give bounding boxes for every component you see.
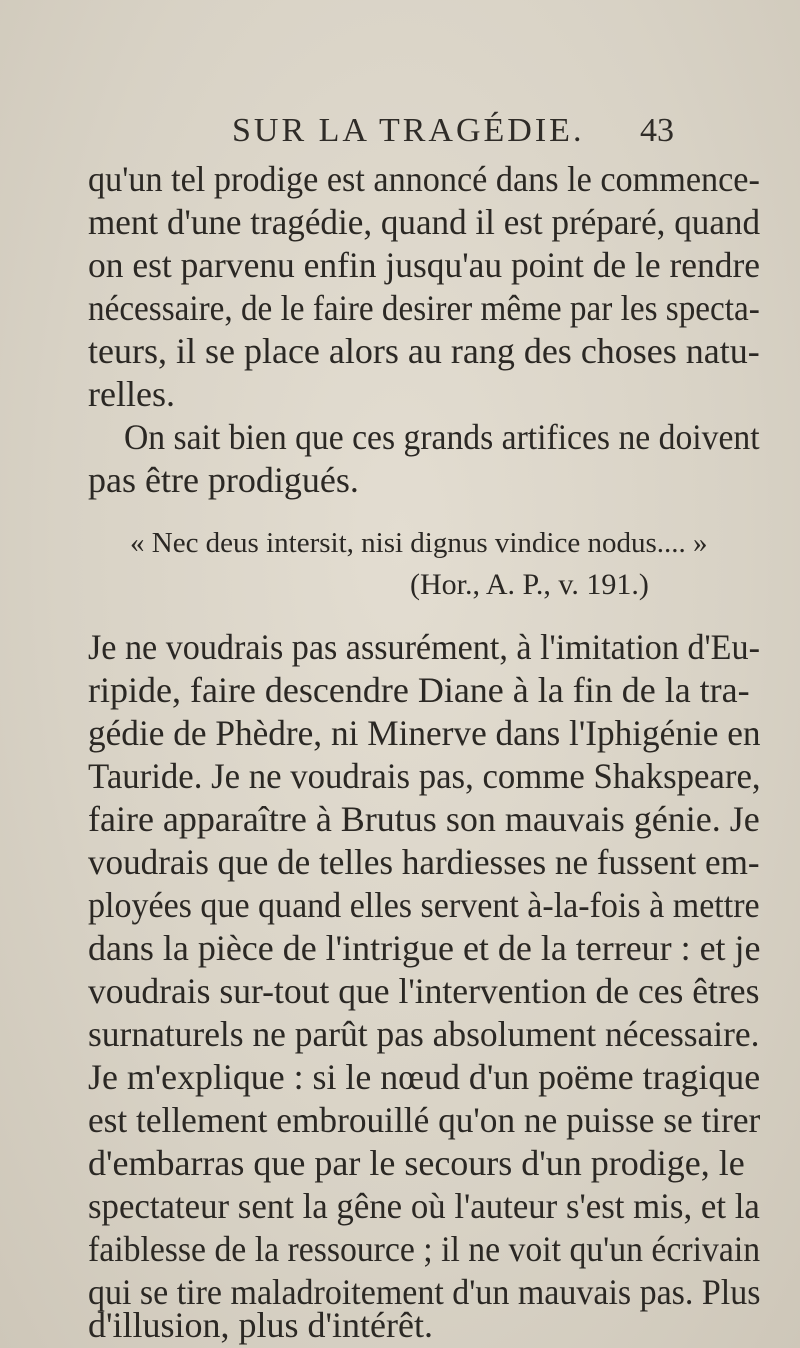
text-line: On sait bien que ces grands artifices ne doivent	[124, 417, 760, 457]
text-line: surnaturels ne parût pas absolument nécessaire.	[88, 1014, 760, 1054]
text-line: ripide, faire descendre Diane à la fin de la tra-	[88, 670, 750, 710]
running-title: SUR LA TRAGÉDIE.	[232, 112, 585, 149]
text-line: qu'un tel prodige est annoncé dans le commence-	[88, 159, 760, 199]
text-line: qui se tire maladroitement d'un mauvais pas. Plus	[88, 1272, 761, 1312]
text-line: ployées que quand elles servent à-la-fois à mettre	[88, 885, 760, 925]
text-line: spectateur sent la gêne où l'auteur s'est mis, et la	[88, 1186, 760, 1226]
text-line: d'illusion, plus d'intérêt.	[88, 1305, 433, 1345]
text-line: on est parvenu enfin jusqu'au point de le rendre	[88, 245, 761, 285]
text-line: faire apparaître à Brutus son mauvais génie. Je	[88, 799, 760, 839]
text-line: Je ne voudrais pas assurément, à l'imitation d'Eu-	[88, 627, 760, 667]
text-line: voudrais sur-tout que l'intervention de ces êtres	[88, 971, 760, 1011]
text-line: Je m'explique : si le nœud d'un poëme tragique	[88, 1057, 761, 1097]
page-header	[0, 112, 800, 156]
text-line: Tauride. Je ne voudrais pas, comme Shakspeare,	[88, 756, 761, 796]
page-number: 43	[640, 112, 674, 149]
text-line: ment d'une tragédie, quand il est préparé, quand	[88, 202, 761, 242]
text-line: gédie de Phèdre, ni Minerve dans l'Iphigénie en	[88, 713, 761, 753]
quote-reference: (Hor., A. P., v. 191.)	[410, 568, 649, 601]
text-line: relles.	[88, 374, 175, 414]
text-line: dans la pièce de l'intrigue et de la terreur : et je	[88, 928, 761, 968]
latin-quote: « Nec deus intersit, nisi dignus vindice nodus.... »	[130, 527, 708, 559]
text-line: faiblesse de la ressource ; il ne voit qu'un écrivain	[88, 1229, 761, 1269]
text-line: nécessaire, de le faire desirer même par les specta-	[88, 288, 760, 328]
text-line: voudrais que de telles hardiesses ne fussent em-	[88, 842, 760, 882]
text-line: est tellement embrouillé qu'on ne puisse se tirer	[88, 1100, 761, 1140]
text-line: teurs, il se place alors au rang des choses natu-	[88, 331, 760, 371]
text-line: d'embarras que par le secours d'un prodige, le	[88, 1143, 745, 1183]
text-line: pas être prodigués.	[88, 460, 359, 500]
